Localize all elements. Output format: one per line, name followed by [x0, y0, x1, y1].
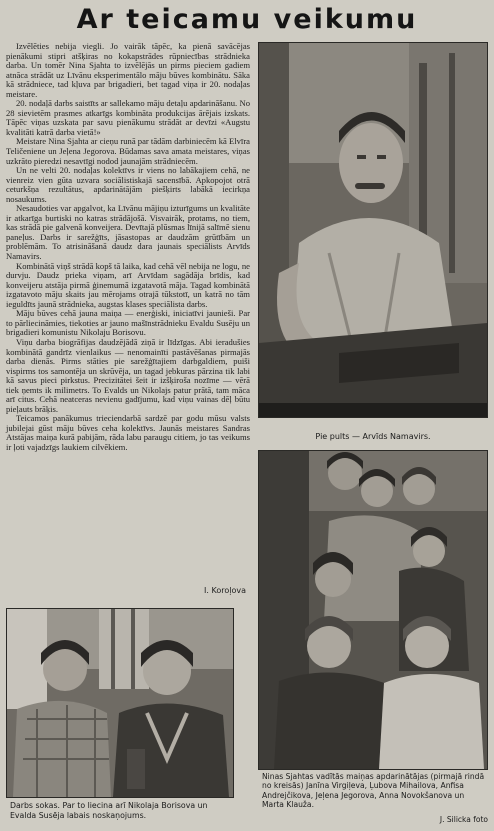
author-byline: I. Koroļova [204, 586, 246, 595]
article-paragraph: Māju būves cehā jauna maiņa — enerģiski, iniciatīvi jaunieši. Par to pārliecināmies, tiekoties ar jauno mašīnstrādnieku Evaldu Susēju un brigadieri komunistu Nikolaju Borisovu. [6, 308, 250, 338]
article-paragraph: Un ne velti 20. nodaļas kolektīvs ir viens no labākajiem cehā, ne vienreiz vien gūta uzvara sociālistiskajā sacensībā. Apkopojot otrā ceturkšņa rezultātus, apdarinātājām piešķirts labākā iecirkņa nosaukums. [6, 165, 250, 204]
caption-operator-photo: Pie pults — Arvīds Namavirs. [315, 432, 431, 441]
caption-workers-photo: Darbs sokas. Par to liecina arī Nikolaja Borisova un Evalda Susēja labais noskaņojums. [10, 801, 208, 820]
headline: Ar teicamu veikumu [76, 4, 418, 35]
photo-operator-at-panel [258, 42, 488, 418]
article-paragraph: Nesaudoties var apgalvot, ka Līvānu mājiņu izturīgums un kvalitāte ir atkarīga burtiski no katras strādājošā. Visvairāk, protams, no tiem, kas strādā pie galvenā konveijera. Devītajā plūsmas līnijā salīmē sienu paneļus. Darbs ir sarežģīts, jāsastopas ar daudzām grūtībām un problēmām. To atrisināšanā daudz dara jaunais speciālists Arvīds Namavirs. [6, 203, 250, 262]
article-paragraph: Teicamos panākumus trieciendarbā sardzē par godu mūsu valsts jubilejai gūst māju būves ceha kolektīvs. Jaunās meistares Sandras Atstājas maiņa kurā pabijām, rāda labu paraugu citiem, jo tas veikums ir ļoti vajadzīgs laukiem cilvēkiem. [6, 413, 250, 452]
article-paragraph: Izvēlēties nebija viegli. Jo vairāk tāpēc, ka pienā savācējas pienākumi stipri atšķiras no kokapstrādes rūpniecības strādnieka darba. Un tomēr Nina Sjahta to izvēlējās un pirms pieciem gadiem atnāca strādāt uz Līvānu eksperimentālo māju būves kombinātu. Sāka kā strādniece, tad kļuva par brigadieri, bet tagad viņa ir 20. nodaļas meistare. [6, 41, 250, 99]
article-paragraph: Viņu darba biogrāfijas daudzējādā ziņā ir līdzīgas. Abi ieradušies kombinātā gandrīz vienlaikus — nenomainīti pastāvēšanas pirmajās darba dienās. Pirms stāties pie sarežģītajiem darbgaldiem, puiši vispirms tos samontēja un skrūvēja, un tagad jebkuras pārzina tik labi kā savus pieci pirkstus. Precizitātei šeit ir izšķiroša nozīme — vērā tiek ņemts ik milimetrs. To Evalds un Nikolajs patur prātā, tam māca arī citus. Cehā neatceras nevienu gadījumu, kad viņu vainas dēļ būtu pieļauts brāķis. [6, 336, 250, 414]
photo-women-shift-group [258, 450, 488, 770]
article-paragraph: Meistare Nina Sjahta ar cieņu runā par tādām darbiniecēm kā Elvīra Teličeniene un Jeļena Jegorova. Būdamas sava amata meistares, viņas uzkrāto pieredzi nesavtīgi nodod jaunajām strādniecēm. [6, 136, 250, 166]
article-body [6, 42, 250, 453]
photo-credit: J. Silicka foto [439, 815, 488, 824]
photo-two-workers [6, 608, 234, 798]
article-paragraph: 20. nodaļā darbs saistīts ar sallekamo māju detaļu apdarināšanu. No 28 sievietēm prasmes atkarīgs kombināta produkcijas ārējais izskats. Tāpēc viņas uzskata par savu pienākumu strādāt ar devīzi «Augstu kvalitāti katrā darba vietā!» [6, 98, 250, 137]
article-paragraph: Kombinātā viņš strādā kopš tā laika, kad cehā vēl nebija ne logu, ne durvju. Daudz prieka viņam, arī Arvīdam sagādāja brīdis, kad konveijeru atstāja pirmā ģinemumā izgatavotā māja. Tagad kombinātā izgatavoto māju skaits jau mērojams otrajā tūkstotī, un katrā no tām ieguldīts jaunā strādnieka, augstas klases speciālista darbs. [6, 260, 250, 309]
caption-women-photo: Ninas Sjahtas vadītās maiņas apdarinātājas (pirmajā rindā no kreisās) Janīna Virgiļeva, Ļubova Mihailova, Anfisa Andrejčikova, Jeļena Jegorova, Anna Novokšanova un Marta Klauža. [262, 772, 485, 810]
